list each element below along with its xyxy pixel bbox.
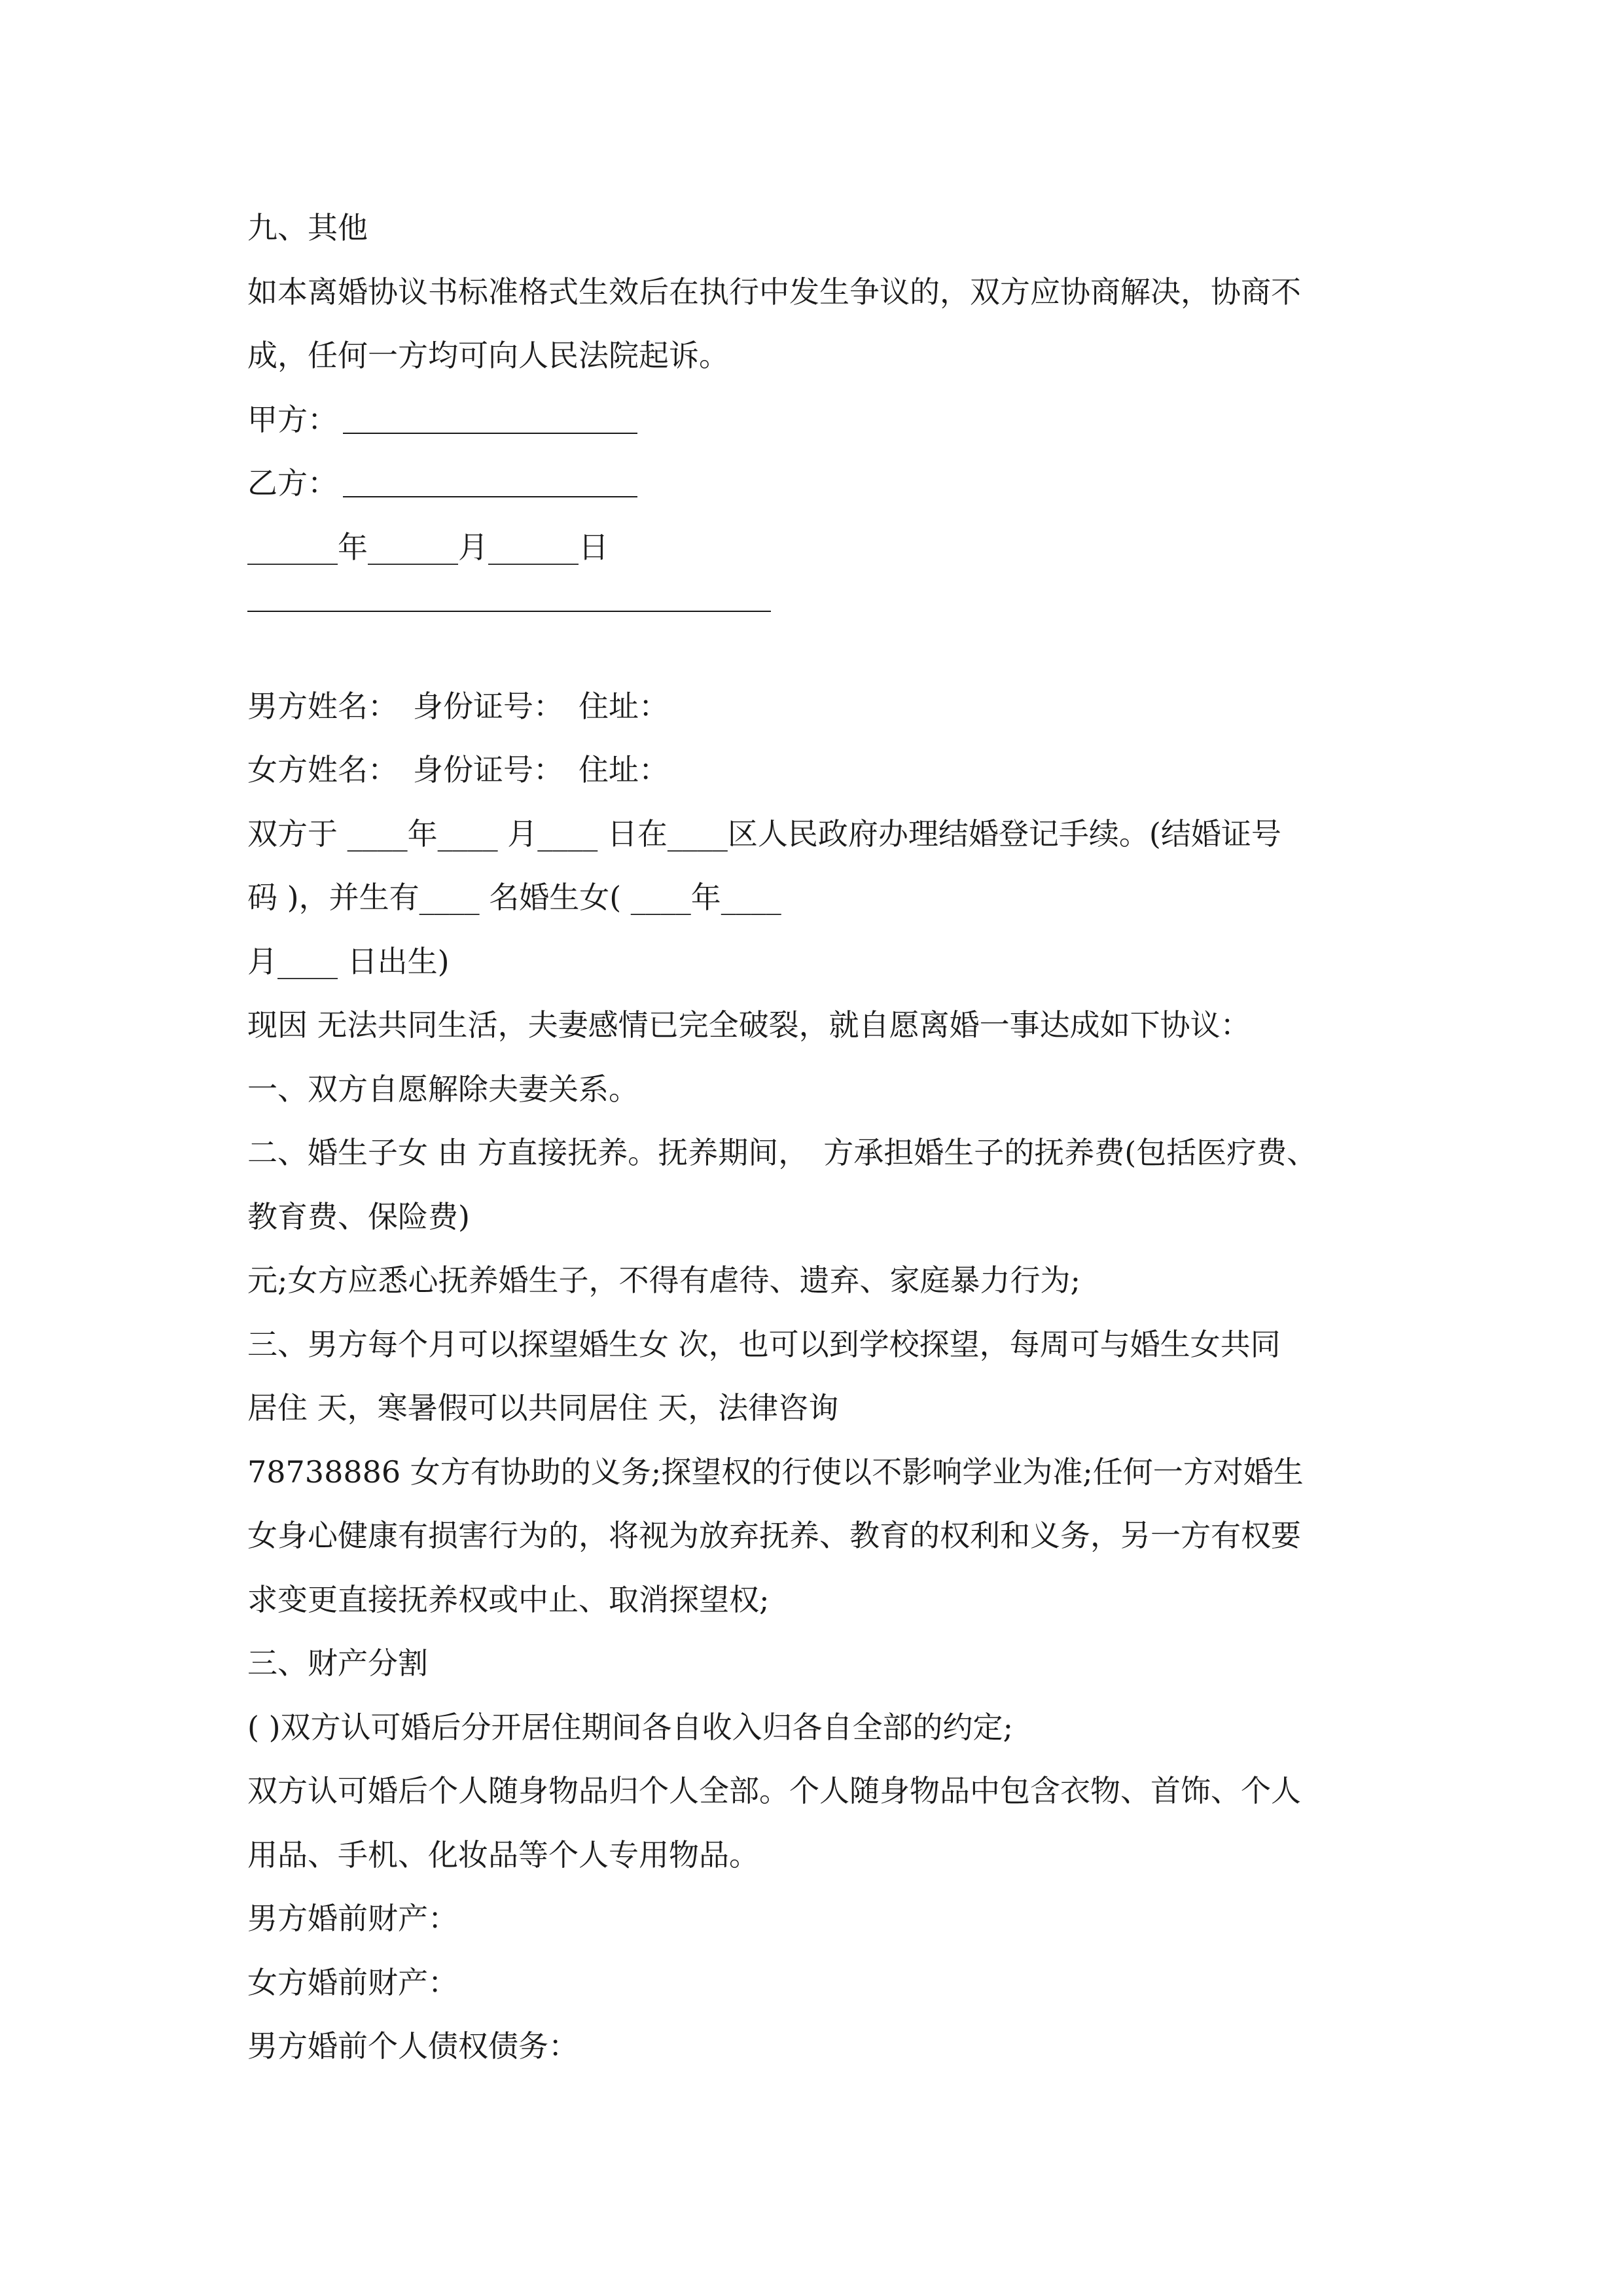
clause-line: 双方认可婚后个人随身物品归个人全部。个人随身物品中包含衣物、首饰、个人 (247, 1773, 1301, 1808)
party-b-signature-line (247, 452, 1380, 516)
clause-line: 教育费、保险费) (247, 1198, 470, 1234)
party-a-blank (343, 433, 637, 434)
paragraph-line: 码 )，并生有____ 名婚生女( ____年____ (247, 880, 781, 915)
party-a-label: 甲方： (247, 401, 338, 437)
paragraph-line: 如本离婚协议书标准格式生效后在执行中发生争议的，双方应协商解决，协商不 (247, 274, 1301, 310)
paragraph-line: 双方于 ____年____ 月____ 日在____区人民政府办理结婚登记手续。(结婚证号 (247, 816, 1281, 852)
party-a-signature-line (247, 388, 1380, 452)
paragraph-line: 月____ 日出生) (247, 943, 450, 979)
male-premarital-debts: 男方婚前个人债权债务： (247, 2028, 579, 2064)
clause-line: ( )双方认可婚后分开居住期间各自收入归各自全部的约定; (247, 1709, 1014, 1745)
section-heading-other: 九、其他 (247, 210, 368, 245)
party-b-blank (343, 496, 637, 497)
clause-line: 二、婚生子女 由 方直接抚养。抚养期间， 方承担婚生子的抚养费(包括医疗费、 (247, 1135, 1317, 1170)
clause-line: 居住 天，寒暑假可以共同居住 天，法律咨询 (247, 1390, 839, 1426)
male-premarital-property: 男方婚前财产： (247, 1901, 458, 1936)
document-body (247, 196, 1380, 2079)
female-premarital-property: 女方婚前财产： (247, 1964, 458, 2000)
paragraph-line: 现因 无法共同生活，夫妻感情已完全破裂，就自愿离婚一事达成如下协议： (247, 1007, 1251, 1043)
section-divider (247, 611, 771, 612)
clause-line: 一、双方自愿解除夫妻关系。 (247, 1071, 639, 1107)
clause-line: 女身心健康有损害行为的，将视为放弃抚养、教育的权利和义务，另一方有权要 (247, 1518, 1301, 1553)
clause-line: 求变更直接抚养权或中止、取消探望权; (247, 1581, 770, 1617)
clause-line: 三、男方每个月可以探望婚生女 次，也可以到学校探望，每周可与婚生女共同 (247, 1326, 1281, 1362)
party-b-label: 乙方： (247, 465, 338, 501)
section-heading-property: 三、财产分割 (247, 1645, 428, 1681)
divider-row (247, 611, 1380, 675)
female-info-line: 女方姓名： 身份证号： 住址： (247, 752, 669, 787)
date-line: ______年______月______日 (247, 529, 609, 565)
clause-line: 元;女方应悉心抚养婚生子，不得有虐待、遗弃、家庭暴力行为; (247, 1263, 1080, 1298)
clause-line: 78738886 女方有协助的义务;探望权的行使以不影响学业为准;任何一方对婚生 (247, 1454, 1304, 1490)
paragraph-line: 成，任何一方均可向人民法院起诉。 (247, 338, 729, 373)
clause-line: 用品、手机、化妆品等个人专用物品。 (247, 1837, 759, 1873)
male-info-line: 男方姓名： 身份证号： 住址： (247, 688, 669, 724)
